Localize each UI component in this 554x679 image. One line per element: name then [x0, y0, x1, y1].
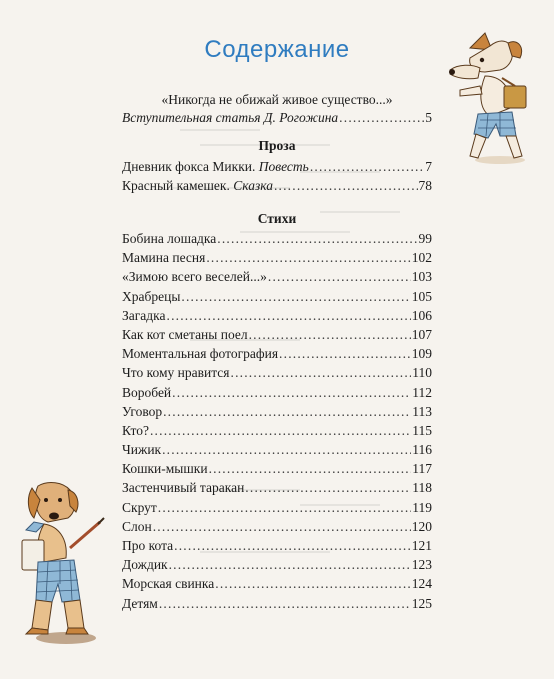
- entry-title: Уговор: [122, 403, 163, 419]
- leader-dots: [209, 459, 412, 478]
- toc-entry[interactable]: [122, 402, 432, 421]
- page-number: 112: [412, 384, 432, 400]
- page-number: 121: [411, 538, 432, 553]
- entry-title: Дневник фокса Микки. Повесть: [122, 159, 309, 174]
- entry-title: Бобина лошадка: [122, 231, 217, 246]
- entry-title: Про кота: [122, 538, 174, 553]
- page-number: 118: [412, 480, 432, 496]
- leader-dots: [153, 517, 411, 536]
- page-number: 110: [412, 365, 432, 381]
- entry-title: Дождик: [122, 557, 168, 573]
- toc-entry[interactable]: [122, 478, 432, 497]
- dog-with-pencil-icon: [8, 478, 120, 648]
- page-number: 99: [418, 231, 432, 246]
- section-heading-poems: Стихи: [257, 211, 297, 226]
- leader-dots: [162, 440, 411, 459]
- entry-title: Что кому нравится: [122, 365, 230, 381]
- toc-entry[interactable]: [122, 555, 432, 574]
- leader-dots: [158, 498, 411, 517]
- page-number: 125: [411, 595, 432, 611]
- leader-dots: [206, 248, 410, 267]
- leader-dots: [339, 109, 424, 127]
- entry-title: Загадка: [122, 307, 166, 323]
- toc-entry[interactable]: [122, 421, 432, 440]
- toc-entry[interactable]: [122, 344, 432, 363]
- leader-dots: [172, 383, 411, 402]
- intro-entry[interactable]: [122, 91, 432, 127]
- entry-title: Храбрецы: [122, 288, 181, 304]
- leader-dots: [268, 267, 411, 286]
- page-number: 78: [418, 178, 432, 194]
- leader-dots: [181, 287, 410, 306]
- toc-entry[interactable]: [122, 536, 432, 555]
- page-number: 116: [412, 442, 432, 458]
- entry-title: Застенчивый таракан: [122, 480, 245, 496]
- page-number: 5: [425, 110, 432, 125]
- entry-title: Детям: [122, 595, 158, 611]
- toc-entry[interactable]: [122, 176, 432, 195]
- page-number: 119: [412, 499, 432, 515]
- entry-title: «Зимою всего веселей...»: [122, 269, 267, 285]
- page-number: 113: [412, 403, 432, 419]
- toc-entry[interactable]: [122, 248, 432, 267]
- leader-dots: [310, 157, 424, 176]
- toc-entry[interactable]: [122, 440, 432, 459]
- leader-dots: [167, 306, 411, 325]
- leader-dots: [245, 478, 411, 497]
- entry-title: Скрут: [122, 499, 157, 515]
- leader-dots: [231, 363, 412, 382]
- toc-entry[interactable]: [122, 517, 432, 536]
- toc-entry[interactable]: [122, 306, 432, 325]
- toc-entry[interactable]: [122, 363, 432, 382]
- entry-title: Слон: [122, 518, 152, 534]
- page-number: 7: [425, 159, 432, 174]
- prose-list: [122, 157, 432, 195]
- leader-dots: [174, 536, 411, 555]
- page-number: 106: [411, 307, 432, 323]
- page-number: 117: [412, 461, 432, 477]
- toc-entry[interactable]: [122, 574, 432, 593]
- poems-list: [122, 229, 432, 613]
- leader-dots: [169, 555, 411, 574]
- toc-entry[interactable]: [122, 229, 432, 248]
- section-heading-prose: Проза: [258, 138, 296, 153]
- entry-title: Кто?: [122, 422, 149, 438]
- toc-entry[interactable]: [122, 325, 432, 344]
- page-number: 105: [411, 288, 432, 304]
- intro-quote: «Никогда не обижай живое существо...»: [161, 92, 393, 107]
- entry-title: Моментальная фотография: [122, 346, 279, 362]
- toc-entry[interactable]: [122, 383, 432, 402]
- page-number: 103: [411, 269, 432, 285]
- leader-dots: [163, 402, 411, 421]
- toc-entry[interactable]: [122, 267, 432, 286]
- page-number: 124: [411, 576, 432, 592]
- leader-dots: [150, 421, 411, 440]
- intro-article-row: [122, 109, 432, 127]
- entry-title: Как кот сметаны поел: [122, 326, 248, 342]
- page-number: 115: [412, 422, 432, 438]
- page-number: 123: [411, 557, 432, 573]
- entry-title: Мамина песня: [122, 250, 206, 266]
- page-number: 107: [411, 326, 432, 342]
- page-number: 102: [411, 250, 432, 266]
- toc-entry[interactable]: [122, 459, 432, 478]
- toc-entry[interactable]: [122, 287, 432, 306]
- leader-dots: [249, 325, 411, 344]
- leader-dots: [159, 594, 411, 613]
- leader-dots: [279, 344, 411, 363]
- page-number: 109: [411, 346, 432, 362]
- intro-article-label: Вступительная статья Д. Рогожина: [122, 110, 339, 125]
- dog-with-satchel-icon: [430, 28, 545, 168]
- entry-title: Кошки-мышки: [122, 461, 208, 477]
- leader-dots: [274, 176, 418, 195]
- toc-entry[interactable]: [122, 498, 432, 517]
- page-title: Содержание: [204, 36, 350, 63]
- entry-title: Воробей: [122, 384, 172, 400]
- entry-title: Красный камешек. Сказка: [122, 178, 273, 194]
- leader-dots: [217, 229, 417, 248]
- page-number: 120: [411, 518, 432, 534]
- toc-entry[interactable]: [122, 594, 432, 613]
- entry-title: Чижик: [122, 442, 162, 458]
- toc-entry[interactable]: [122, 157, 432, 176]
- entry-title: Морская свинка: [122, 576, 215, 592]
- leader-dots: [215, 574, 410, 593]
